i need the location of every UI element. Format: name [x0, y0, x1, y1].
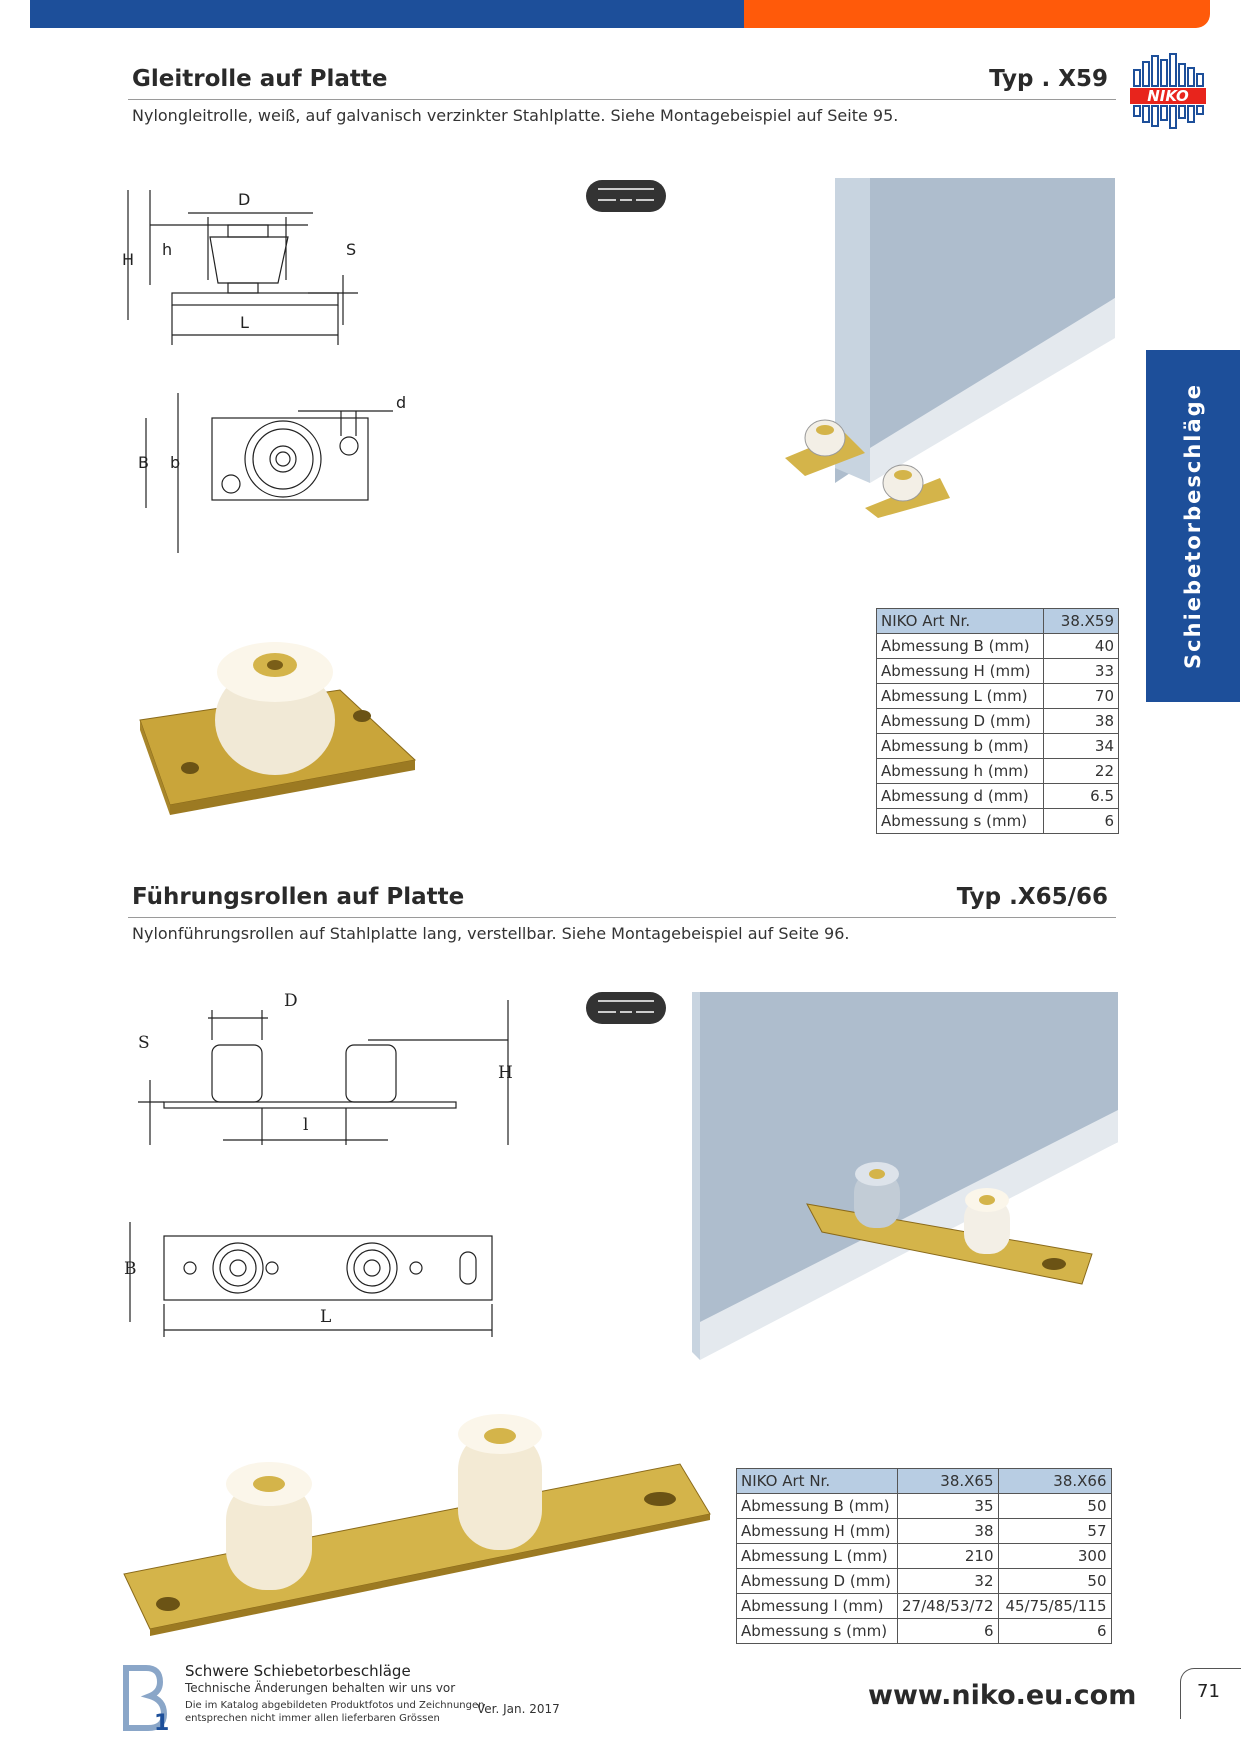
table2-cell: 35	[898, 1494, 999, 1519]
dim2-B: B	[124, 1259, 137, 1279]
dim2-H: H	[498, 1063, 513, 1083]
svg-text:NIKO: NIKO	[1147, 87, 1189, 105]
table2-cell: 57	[998, 1519, 1111, 1544]
table-row	[737, 1619, 1112, 1644]
sliding-direction-icon	[586, 992, 666, 1024]
header-bar-blue	[30, 0, 744, 28]
table1-cell: Abmessung b (mm)	[877, 734, 1044, 759]
table1-cell: 33	[1044, 659, 1119, 684]
section2-mounting-illustration	[692, 992, 1120, 1368]
footer-website-link[interactable]: www.niko.eu.com	[868, 1680, 1137, 1711]
dim-D: D	[238, 190, 251, 209]
table-row	[737, 1544, 1112, 1569]
footer-line1: Technische Änderungen behalten wir uns vor	[185, 1681, 456, 1695]
side-tab	[1146, 350, 1240, 702]
table1-cell: Abmessung d (mm)	[877, 784, 1044, 809]
section2-title: Führungsrollen auf Platte	[132, 884, 465, 910]
table-row	[737, 1519, 1112, 1544]
dim-H: H	[122, 250, 135, 269]
table-row	[737, 1569, 1112, 1594]
table1-cell: Abmessung H (mm)	[877, 659, 1044, 684]
side-tab-label: Schiebetorbeschläge	[1181, 383, 1205, 669]
section2-rule	[128, 917, 1116, 918]
table2-cell: 210	[898, 1544, 999, 1569]
dim-h: h	[162, 240, 173, 259]
section1-mounting-illustration	[770, 178, 1120, 518]
table1-header-code: 38.X59	[1044, 609, 1119, 634]
page-number: 71	[1197, 1681, 1220, 1702]
table1-cell: 40	[1044, 634, 1119, 659]
table2-cell: 6	[898, 1619, 999, 1644]
table2-cell: Abmessung l (mm)	[737, 1594, 898, 1619]
sliding-direction-icon	[586, 180, 666, 212]
table1-header-label: NIKO Art Nr.	[877, 609, 1044, 634]
dim2-D: D	[284, 991, 298, 1011]
section1-side-drawing	[122, 185, 418, 355]
table2-cell: 32	[898, 1569, 999, 1594]
table2-cell: Abmessung s (mm)	[737, 1619, 898, 1644]
section2-type: Typ .X65/66	[956, 884, 1108, 910]
section2-product-photo	[120, 1424, 720, 1644]
section2-spec-table	[736, 1468, 1112, 1644]
dim-S: S	[346, 240, 357, 259]
table-row	[877, 784, 1119, 809]
table-row	[737, 1494, 1112, 1519]
table1-cell: 70	[1044, 684, 1119, 709]
table-row	[877, 709, 1119, 734]
table-row	[877, 734, 1119, 759]
table-row	[877, 634, 1119, 659]
section1-rule	[128, 99, 1116, 100]
table2-cell: 300	[998, 1544, 1111, 1569]
section1-spec-table	[876, 608, 1119, 834]
table2-cell: Abmessung H (mm)	[737, 1519, 898, 1544]
footer-line2: Die im Katalog abgebildeten Produktfotos und Zeichnungen	[185, 1700, 485, 1711]
table-row	[877, 809, 1119, 834]
table2-cell: 38	[898, 1519, 999, 1544]
table-row	[737, 1594, 1112, 1619]
table2-header-code2: 38.X66	[998, 1469, 1111, 1494]
table1-cell: Abmessung s (mm)	[877, 809, 1044, 834]
section2-description: Nylonführungsrollen auf Stahlplatte lang, verstellbar. Siehe Montagebeispiel auf Seite 96.	[132, 924, 850, 943]
footer-line3: entsprechen nicht immer allen lieferbaren Grössen	[185, 1713, 440, 1724]
footer-title: Schwere Schiebetorbeschläge	[185, 1662, 411, 1680]
table2-header-code1: 38.X65	[898, 1469, 999, 1494]
table2-cell: 50	[998, 1494, 1111, 1519]
table1-cell: 6.5	[1044, 784, 1119, 809]
table1-cell: 6	[1044, 809, 1119, 834]
section1-product-photo	[130, 610, 430, 820]
dim2-S: S	[138, 1033, 150, 1053]
section2-top-drawing	[120, 1192, 500, 1342]
niko-logo	[1128, 52, 1208, 132]
dim2-l: l	[303, 1115, 309, 1135]
section1-type: Typ . X59	[989, 66, 1108, 92]
table1-cell: Abmessung B (mm)	[877, 634, 1044, 659]
table2-cell: Abmessung B (mm)	[737, 1494, 898, 1519]
header-bar-orange	[744, 0, 1210, 28]
table-row	[877, 659, 1119, 684]
section1-top-drawing	[128, 388, 418, 553]
svg-text:1: 1	[154, 1711, 170, 1736]
table2-cell: Abmessung D (mm)	[737, 1569, 898, 1594]
dim-B: B	[138, 453, 149, 472]
table1-cell: 34	[1044, 734, 1119, 759]
table2-cell: 6	[998, 1619, 1111, 1644]
table1-cell: Abmessung h (mm)	[877, 759, 1044, 784]
section1-description: Nylongleitrolle, weiß, auf galvanisch verzinkter Stahlplatte. Siehe Montagebeispiel auf Seite 95.	[132, 106, 899, 125]
table2-cell: Abmessung L (mm)	[737, 1544, 898, 1569]
section1-title: Gleitrolle auf Platte	[132, 66, 388, 92]
table2-cell: 45/75/85/115	[998, 1594, 1111, 1619]
section2-side-drawing	[128, 990, 528, 1150]
table-row	[877, 684, 1119, 709]
table2-header-label: NIKO Art Nr.	[737, 1469, 898, 1494]
table1-cell: Abmessung L (mm)	[877, 684, 1044, 709]
table2-cell: 27/48/53/72	[898, 1594, 999, 1619]
table1-cell: 38	[1044, 709, 1119, 734]
table1-cell: Abmessung D (mm)	[877, 709, 1044, 734]
dim-d: d	[396, 393, 407, 412]
table1-cell: 22	[1044, 759, 1119, 784]
footer-b1-logo	[120, 1662, 170, 1736]
table2-cell: 50	[998, 1569, 1111, 1594]
footer-version: Ver. Jan. 2017	[477, 1702, 560, 1716]
page-number-box	[1180, 1668, 1241, 1719]
dim-b: b	[170, 453, 181, 472]
dim-L: L	[240, 313, 249, 332]
table-row	[877, 759, 1119, 784]
dim2-L: L	[320, 1307, 332, 1327]
